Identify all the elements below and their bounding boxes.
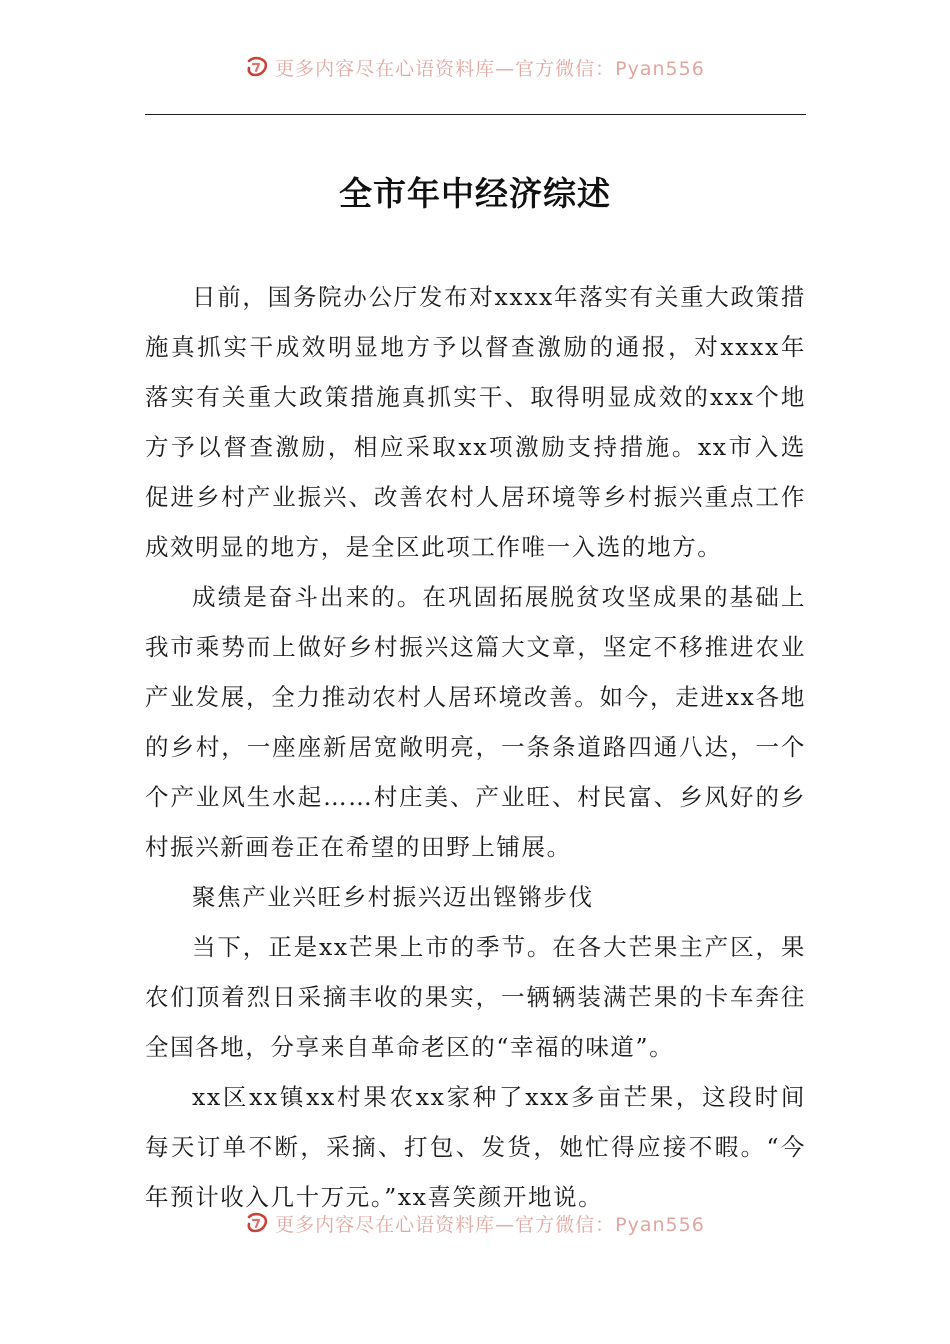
watermark-footer: [0, 1208, 950, 1238]
document-title: 全市年中经济综述: [339, 174, 611, 213]
paragraph: 日前，国务院办公厅发布对xxxx年落实有关重大政策措施真抓实干成效明显地方予以督查激励的通报，对xxxx年落实有关重大政策措施真抓实干、取得明显成效的xxx个地方予以督查激励，相应采取xx项激励支持措施。xx市入选促进乡村产业振兴、改善农村人居环境等乡村振兴重点工作成效明显的地方，是全区此项工作唯一入选的地方。: [145, 283, 806, 561]
watermark-text: 更多内容尽在心语资料库—官方微信：Pyan556: [275, 57, 705, 80]
paragraph: xx区xx镇xx村果农xx家种了xxx多亩芒果，这段时间每天订单不断，采摘、打包、发货，她忙得应接不暇。“今年预计收入几十万元。”xx喜笑颜开地说。: [145, 1083, 806, 1211]
paragraph: 当下，正是xx芒果上市的季节。在各大芒果主产区，果农们顶着烈日采摘丰收的果实，一辆辆装满芒果的卡车奔往全国各地，分享来自革命老区的“幸福的味道”。: [145, 933, 806, 1061]
header-divider: [145, 114, 806, 115]
paragraph: 成绩是奋斗出来的。在巩固拓展脱贫攻坚成果的基础上我市乘势而上做好乡村振兴这篇大文章，坚定不移推进农业产业发展，全力推动农村人居环境改善。如今，走进xx各地的乡村，一座座新居宽敞明亮，一条条道路四通八达，一个个产业风生水起……村庄美、产业旺、村民富、乡风好的乡村振兴新画卷正在希望的田野上铺展。: [145, 583, 806, 861]
watermark-text: 更多内容尽在心语资料库—官方微信：Pyan556: [275, 1213, 705, 1236]
watermark-header: [0, 52, 950, 82]
section-heading: 聚焦产业兴旺乡村振兴迈出铿锵步伐: [192, 883, 594, 911]
watermark-logo-icon: [245, 1211, 269, 1235]
document-body: [145, 272, 806, 1222]
watermark-logo-icon: [245, 55, 269, 79]
